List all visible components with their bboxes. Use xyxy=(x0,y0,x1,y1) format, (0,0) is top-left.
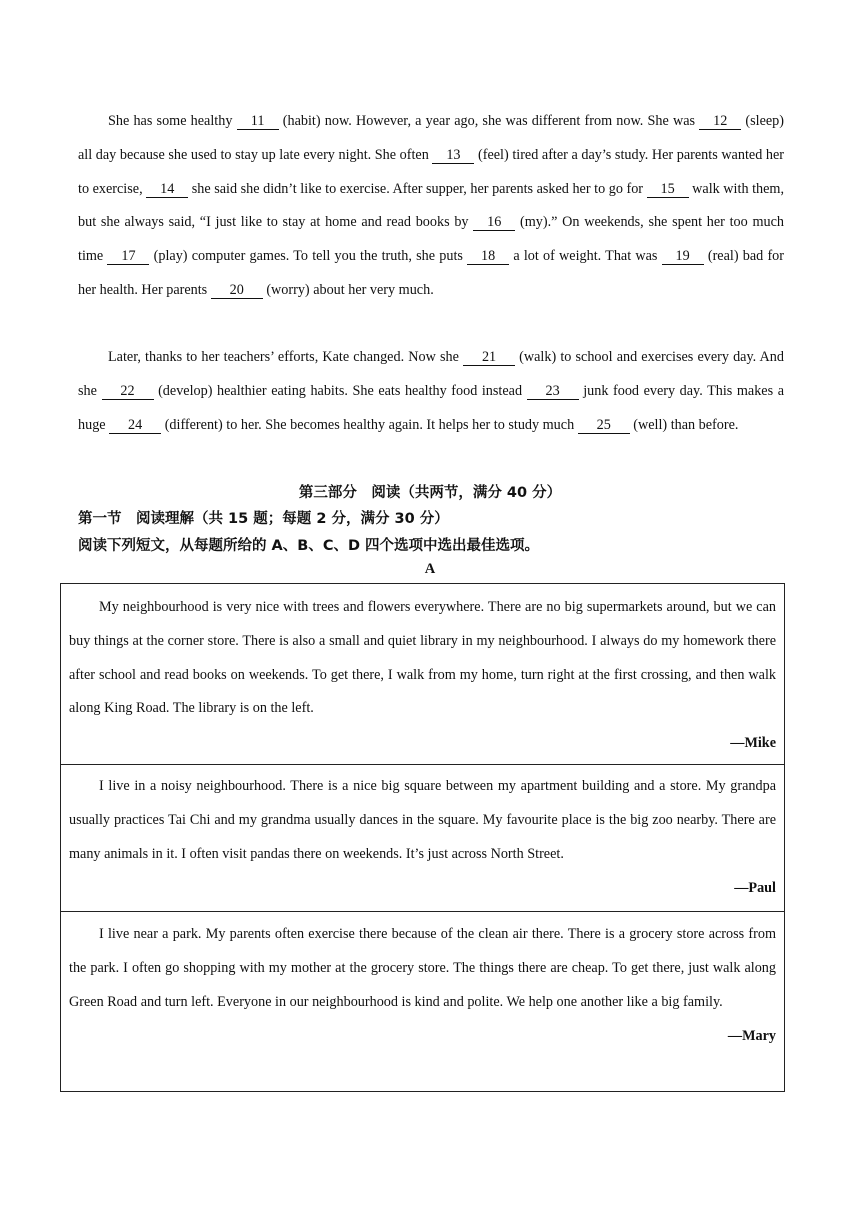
passage-table xyxy=(60,583,785,1092)
passage-cell-paul xyxy=(61,765,784,912)
blank-15[interactable]: 15 xyxy=(647,182,689,198)
passage-cell-mike xyxy=(61,584,784,765)
signature-mary: —Mary xyxy=(727,1028,776,1045)
blank-24[interactable]: 24 xyxy=(109,418,161,434)
passage-text: I live in a noisy neighbourhood. There is a nice big square between my apartment building and a store. My grandpa usually practices Tai Chi and my grandma usually dances in the square. My favourite place is the big zoo nearby. There are many animals in it. I often visit pandas there on weekends. It’s just across North Street. xyxy=(69,778,776,862)
blank-18[interactable]: 18 xyxy=(467,249,509,265)
blank-16[interactable]: 16 xyxy=(473,215,515,231)
passage-text: I live near a park. My parents often exercise there because of the clean air there. There is a grocery store across from the park. I often go shopping with my mother at the grocery store. The things there are cheap. To get there, just walk along Green Road and turn left. Everyone in our neighbourhood is kind and polite. We help one another like a big family. xyxy=(69,926,776,1010)
blank-12[interactable]: 12 xyxy=(699,114,741,130)
section-title: 第一节 阅读理解（共 15 题；每题 2 分，满分 30 分） xyxy=(78,511,449,527)
blank-21[interactable]: 21 xyxy=(463,350,515,366)
blank-25[interactable]: 25 xyxy=(578,418,630,434)
signature-paul: —Paul xyxy=(734,880,776,897)
blank-13[interactable]: 13 xyxy=(432,148,474,164)
cloze-paragraph-1: She has some healthy 11 (habit) now. However, a year ago, she was different from now. She was 12 (sleep) all day because she used to stay up late every night. She often 13 (feel) tired after a day’s study. Her parents wanted her to exercise, 14 she said she didn’t like to exercise. After supper, her parents asked her to go for 15 walk with them, but she always said, “I just like to stay at home and read books by 16 (my).” On weekends, she spent her too much time 17 (play) computer games. To tell you the truth, she puts 18 a lot of weight. That was 19 (real) bad for her health. Her parents 20 (worry) about her very much. xyxy=(78,113,785,298)
blank-20[interactable]: 20 xyxy=(211,283,263,299)
blank-17[interactable]: 17 xyxy=(107,249,149,265)
blank-22[interactable]: 22 xyxy=(102,384,154,400)
blank-23[interactable]: 23 xyxy=(527,384,579,400)
signature-mike: —Mike xyxy=(730,735,776,752)
passage-cell-mary xyxy=(61,912,784,1091)
blank-14[interactable]: 14 xyxy=(146,182,188,198)
passage-letter: A xyxy=(424,561,436,577)
blank-19[interactable]: 19 xyxy=(662,249,704,265)
instructions: 阅读下列短文，从每题所给的 A、B、C、D 四个选项中选出最佳选项。 xyxy=(78,538,540,554)
part-title: 第三部分 阅读（共两节，满分 40 分） xyxy=(298,485,562,501)
passage-text: My neighbourhood is very nice with trees and flowers everywhere. There are no big supermarkets around, but we can buy things at the corner store. There is also a small and quiet library in my neighbourhood. I always do my homework there after school and read books on weekends. To get there, I walk from my home, turn right at the first crossing, and then walk along King Road. The library is on the left. xyxy=(69,599,776,717)
cloze-paragraph-2: Later, thanks to her teachers’ efforts, Kate changed. Now she 21 (walk) to school and exercises every day. And she 22 (develop) healthier eating habits. She eats healthy food instead 23 junk food every day. This makes a huge 24 (different) to her. She becomes healthy again. It helps her to study much 25 (well) than before. xyxy=(78,349,784,433)
blank-11[interactable]: 11 xyxy=(237,114,279,130)
